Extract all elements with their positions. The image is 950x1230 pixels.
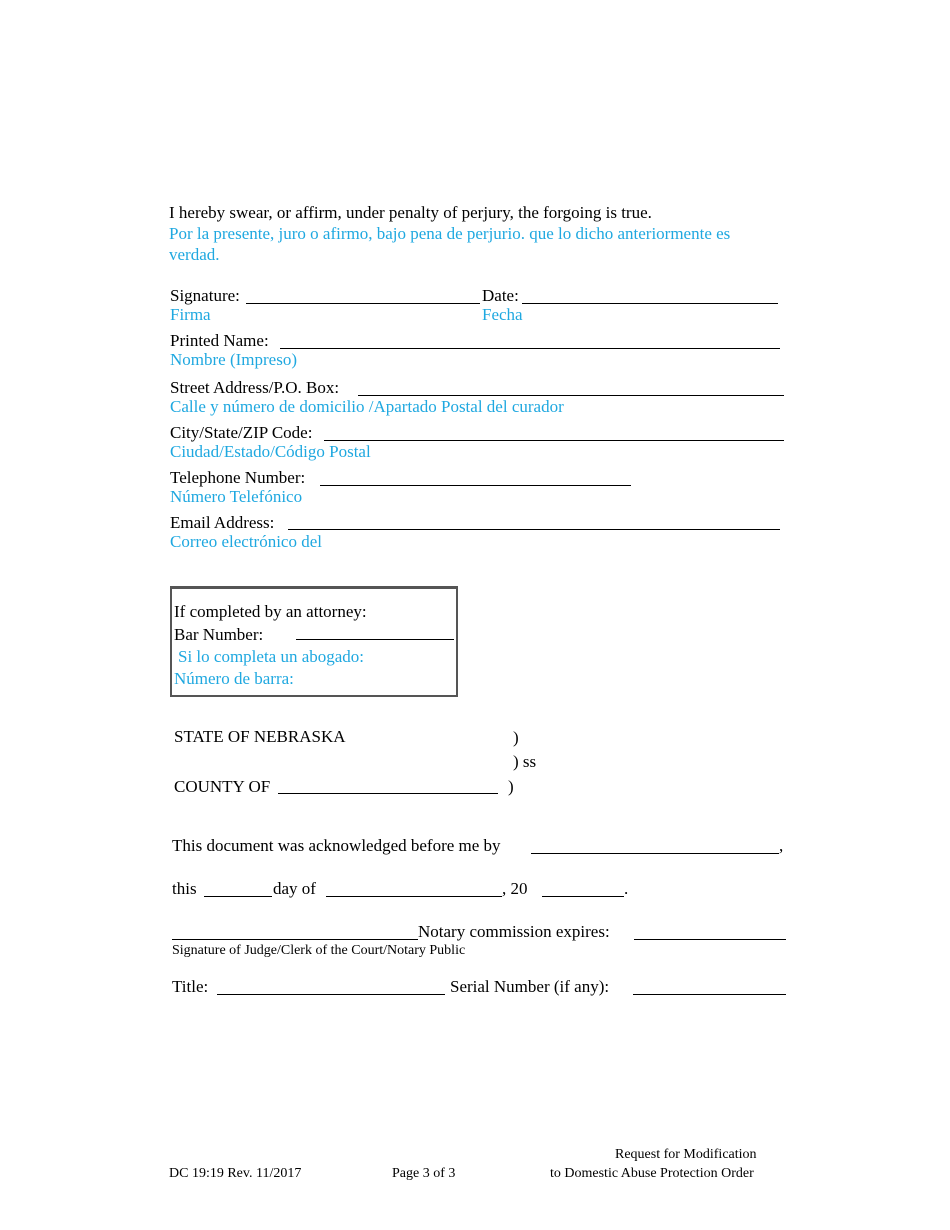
state-of-nebraska: STATE OF NEBRASKA: [174, 727, 346, 746]
commission-expires-line[interactable]: [634, 939, 786, 940]
oath-spanish-line1: Por la presente, juro o afirmo, bajo pena de perjurio. que lo dicho anteriormente es: [169, 224, 731, 243]
county-label: COUNTY OF: [174, 777, 271, 796]
title-label: Title:: [172, 977, 209, 996]
acknowledged-comma: ,: [779, 836, 784, 855]
footer-page-number: Page 3 of 3: [392, 1166, 456, 1181]
title-line[interactable]: [217, 994, 445, 995]
acknowledged-text: This document was acknowledged before me by: [172, 836, 501, 855]
signature-label: Signature:: [170, 286, 240, 305]
commission-expires-label: Notary commission expires:: [418, 922, 610, 941]
date-period: .: [624, 879, 629, 898]
county-line[interactable]: [278, 793, 498, 794]
telephone-label: Telephone Number:: [170, 468, 306, 487]
signature-label-es: Firma: [170, 305, 211, 324]
city-state-zip-label: City/State/ZIP Code:: [170, 423, 313, 442]
attorney-box-heading-es: Si lo completa un abogado:: [178, 647, 365, 666]
day-of-label: day of: [273, 879, 316, 898]
email-label: Email Address:: [170, 513, 275, 532]
email-label-es: Correo electrónico del: [170, 532, 322, 551]
venue-bracket-1: ): [513, 728, 519, 747]
printed-name-label: Printed Name:: [170, 331, 269, 350]
date-label-es: Fecha: [482, 305, 523, 324]
footer-doc-title-line2: to Domestic Abuse Protection Order: [550, 1166, 754, 1181]
city-state-zip-label-es: Ciudad/Estado/Código Postal: [170, 442, 371, 461]
signature-line[interactable]: [246, 303, 480, 304]
date-line[interactable]: [522, 303, 778, 304]
venue-bracket-2: ): [508, 777, 514, 796]
footer-doc-title-line1: Request for Modification: [615, 1147, 757, 1162]
printed-name-label-es: Nombre (Impreso): [170, 350, 297, 369]
telephone-line[interactable]: [320, 485, 631, 486]
year-prefix: , 20: [502, 879, 528, 898]
footer-form-id: DC 19:19 Rev. 11/2017: [169, 1166, 302, 1181]
year-line[interactable]: [542, 896, 624, 897]
city-state-zip-line[interactable]: [324, 440, 784, 441]
oath-english: I hereby swear, or affirm, under penalty of perjury, the forgoing is true.: [169, 203, 652, 222]
venue-ss: ) ss: [513, 752, 537, 771]
bar-number-label: Bar Number:: [174, 625, 264, 644]
date-label: Date:: [482, 286, 519, 305]
serial-number-label: Serial Number (if any):: [450, 977, 610, 996]
street-address-line[interactable]: [358, 395, 784, 396]
email-line[interactable]: [288, 529, 780, 530]
bar-number-line[interactable]: [296, 639, 454, 640]
this-label: this: [172, 879, 197, 898]
notary-signature-caption: Signature of Judge/Clerk of the Court/Notary Public: [172, 943, 466, 958]
street-address-label: Street Address/P.O. Box:: [170, 378, 340, 397]
acknowledged-by-line[interactable]: [531, 853, 779, 854]
printed-name-line[interactable]: [280, 348, 780, 349]
bar-number-label-es: Número de barra:: [174, 669, 294, 688]
notary-signature-line[interactable]: [172, 939, 418, 940]
serial-number-line[interactable]: [633, 994, 786, 995]
oath-spanish-line2: verdad.: [169, 245, 220, 264]
month-line[interactable]: [326, 896, 502, 897]
street-address-label-es: Calle y número de domicilio /Apartado Postal del curador: [170, 397, 564, 416]
telephone-label-es: Número Telefónico: [170, 487, 303, 506]
attorney-box-heading: If completed by an attorney:: [174, 602, 367, 621]
day-line[interactable]: [204, 896, 272, 897]
